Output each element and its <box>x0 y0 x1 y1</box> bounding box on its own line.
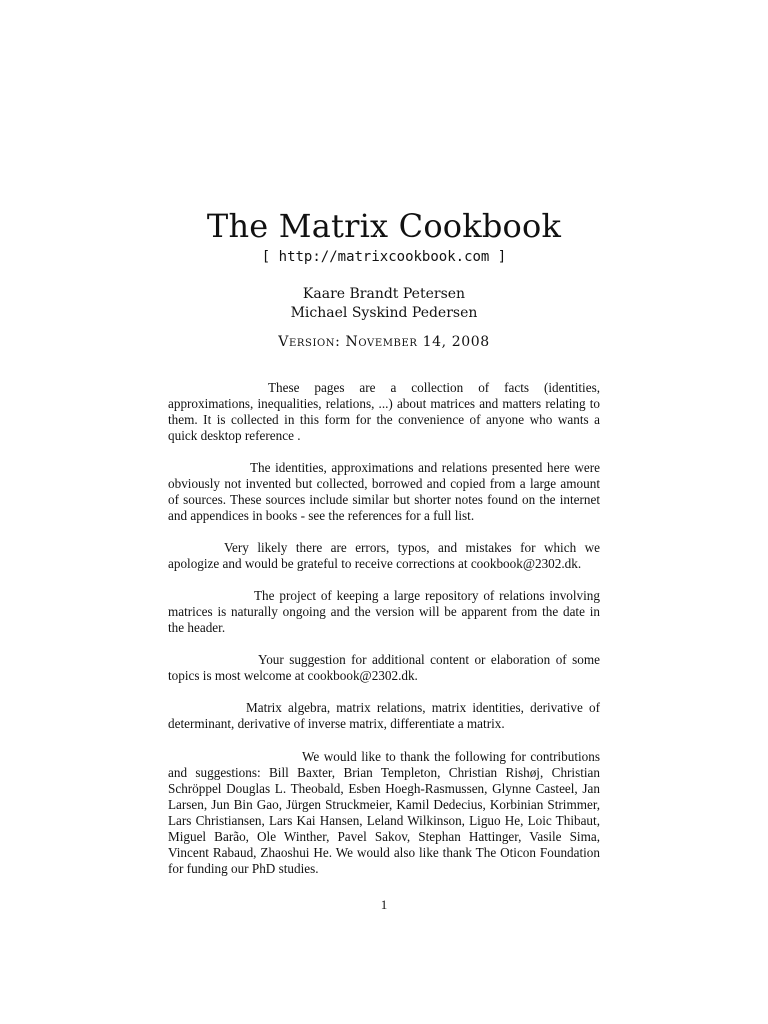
author-name: Michael Syskind Pedersen <box>290 305 478 321</box>
website-url[interactable]: [ http://matrixcookbook.com ] <box>261 249 507 265</box>
paragraph-text: We would like to thank the following for contributions and suggestions: Bill Baxter, Brian Templeton, Christian Rishøj, Christian Schröppel Douglas L. Theobald, Esben Hoegh-Rasmussen, Glynne Casteel, Jan Larsen, Jun Bin Gao, Jürgen Struckmeier, Kamil Dedecius, Korbinian Strimmer, Lars Christiansen, Lars Kai Hansen, Leland Wilkinson, Liguo He, Loic Thibaut, Miguel Barão, Ole Winther, Pavel Sakov, Stephan Hattinger, Vasile Sima, Vincent Rabaud, Zhaoshui He. We would also like thank The Oticon Foundation for funding our PhD studies. <box>168 749 600 876</box>
paragraph-text: Your suggestion for additional content or elaboration of some topics is most welcome at cookbook@2302.dk. <box>168 652 600 683</box>
paragraph-collection-of-facts <box>168 380 600 444</box>
paragraph-text: The identities, approximations and relations presented here were obviously not invented but collected, borrowed and copied from a large amount of sources. These sources include similar but shorter notes found on the internet and appendices in books - see the references for a full list. <box>168 460 600 523</box>
paragraph-keywords <box>168 700 600 732</box>
paragraph-ongoing-project <box>168 588 600 636</box>
paragraph-acknowledgements <box>168 749 600 877</box>
author-name: Kaare Brandt Petersen <box>302 286 466 302</box>
version-date: Version: November 14, 2008 <box>278 334 490 350</box>
paragraph-errors <box>168 540 600 572</box>
paragraph-text: Very likely there are errors, typos, and mistakes for which we apologize and would be grateful to receive corrections at cookbook@2302.dk. <box>168 540 600 571</box>
page-number: 1 <box>380 897 388 912</box>
paragraph-suggestions <box>168 652 600 684</box>
document-title: The Matrix Cookbook <box>206 207 562 245</box>
paragraph-text: These pages are a collection of facts (identities, approximations, inequalities, relations, ...) about matrices and matters relating to them. It is collected in this form for the convenience of anyone who wants a quick desktop reference . <box>168 380 600 443</box>
paragraph-text: Matrix algebra, matrix relations, matrix identities, derivative of determinant, derivative of inverse matrix, differentiate a matrix. <box>168 700 600 731</box>
paragraph-sources <box>168 460 600 524</box>
paragraph-text: The project of keeping a large repository of relations involving matrices is naturally ongoing and the version will be apparent from the date in the header. <box>168 588 600 635</box>
